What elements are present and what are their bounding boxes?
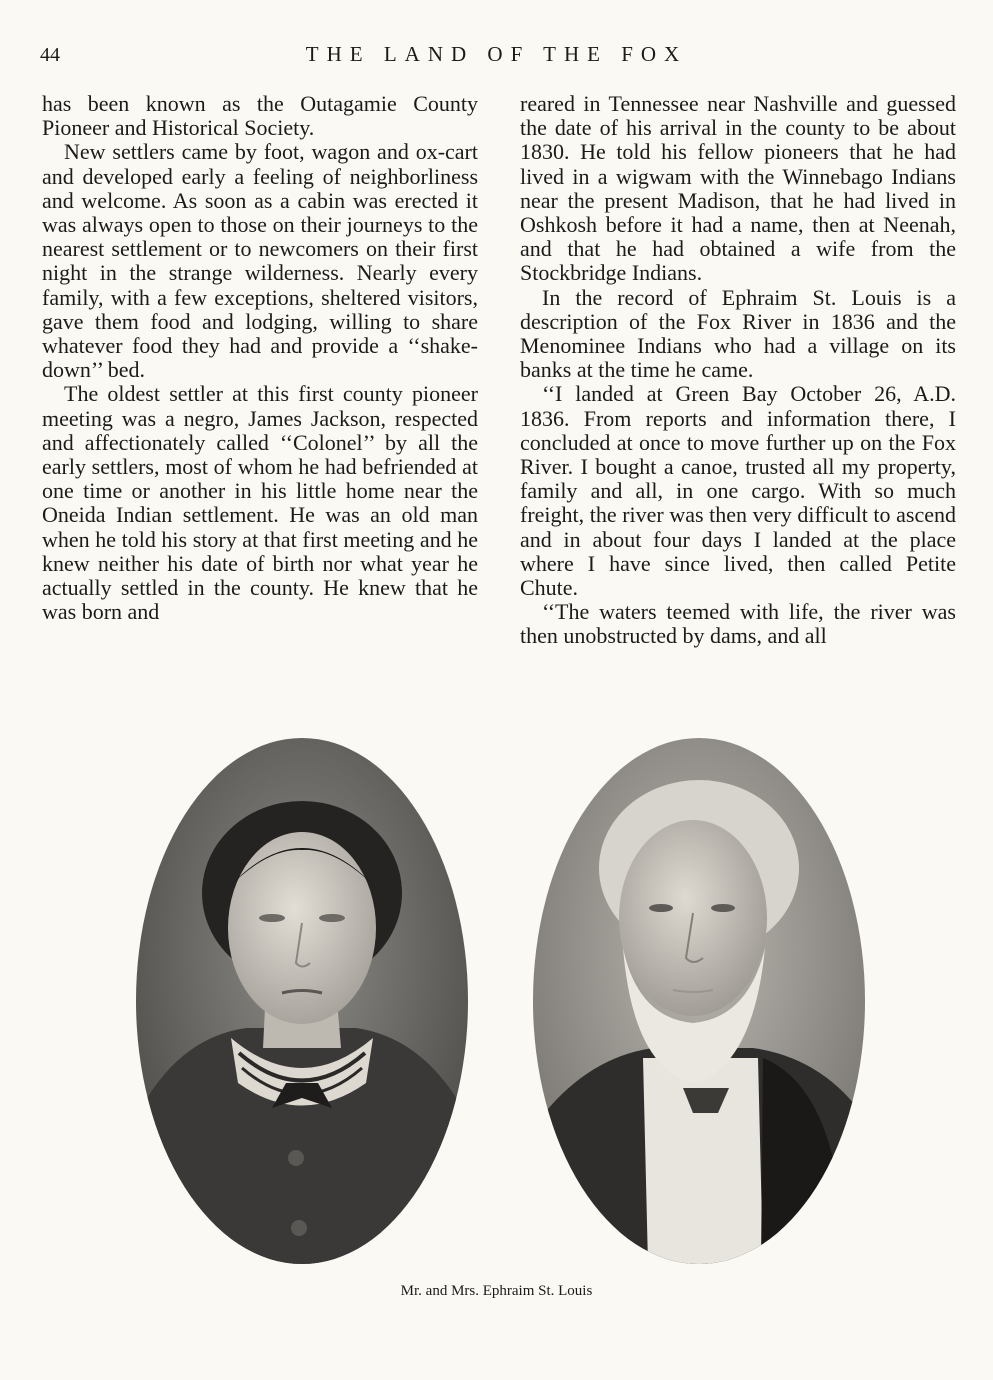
paragraph: has been known as the Outagamie County Pioneer and Historical Society. — [42, 91, 478, 141]
page-number: 44 — [40, 44, 60, 66]
paragraph: New settlers came by foot, wagon and ox-cart and developed early a feeling of neighborliness and welcome. As soon as a cabin was erected it was always open to those on their journeys to the nearest settlement or to newcomers on their first night in the strange wilderness. Nearly every family, with a few exceptions, sheltered visitors, gave them food and lodging, willing to share whatever food they had and provide a ‘‘shake-down’’ bed. — [42, 139, 478, 383]
right-column — [520, 92, 956, 649]
left-column — [42, 92, 478, 624]
paragraph: ‘‘The waters teemed with life, the river was then unobstructed by dams, and all — [520, 599, 956, 649]
paragraph: reared in Tennessee near Nashville and guessed the date of his arrival in the county to be about 1830. He told his fellow pioneers that he had lived in a wigwam with the Winnebago Indians near the present Madison, that he had lived in Oshkosh before it had a name, then at Neenah, and that he had obtained a wife from the Stockbridge Indians. — [520, 91, 956, 286]
figure-caption: Mr. and Mrs. Ephraim St. Louis — [400, 1283, 593, 1299]
running-title: THE LAND OF THE FOX — [305, 42, 688, 66]
paragraph: In the record of Ephraim St. Louis is a description of the Fox River in 1836 and the Menominee Indians who had a village on its banks at the time he came. — [520, 284, 956, 383]
paragraph: The oldest settler at this first county pioneer meeting was a negro, James Jackson, respected and affectionately called ‘‘Colonel’’ by all the early settlers, most of whom he had befriended at one time or another in his little home near the Oneida Indian settlement. He was an old man when he told his story at that first meeting and he knew neither his date of birth nor what year he actually settled in the county. He knew that he was born and — [42, 381, 478, 625]
portrait-man — [533, 738, 865, 1264]
paragraph: ‘‘I landed at Green Bay October 26, A.D. 1836. From reports and information there, I concluded at once to move further up on the Fox River. I bought a canoe, trusted all my property, family and all, in one cargo. With so much freight, the river was then very difficult to ascend and in about four days I landed at the place where I have since lived, then called Petite Chute. — [520, 381, 956, 601]
portrait-woman — [136, 738, 468, 1264]
